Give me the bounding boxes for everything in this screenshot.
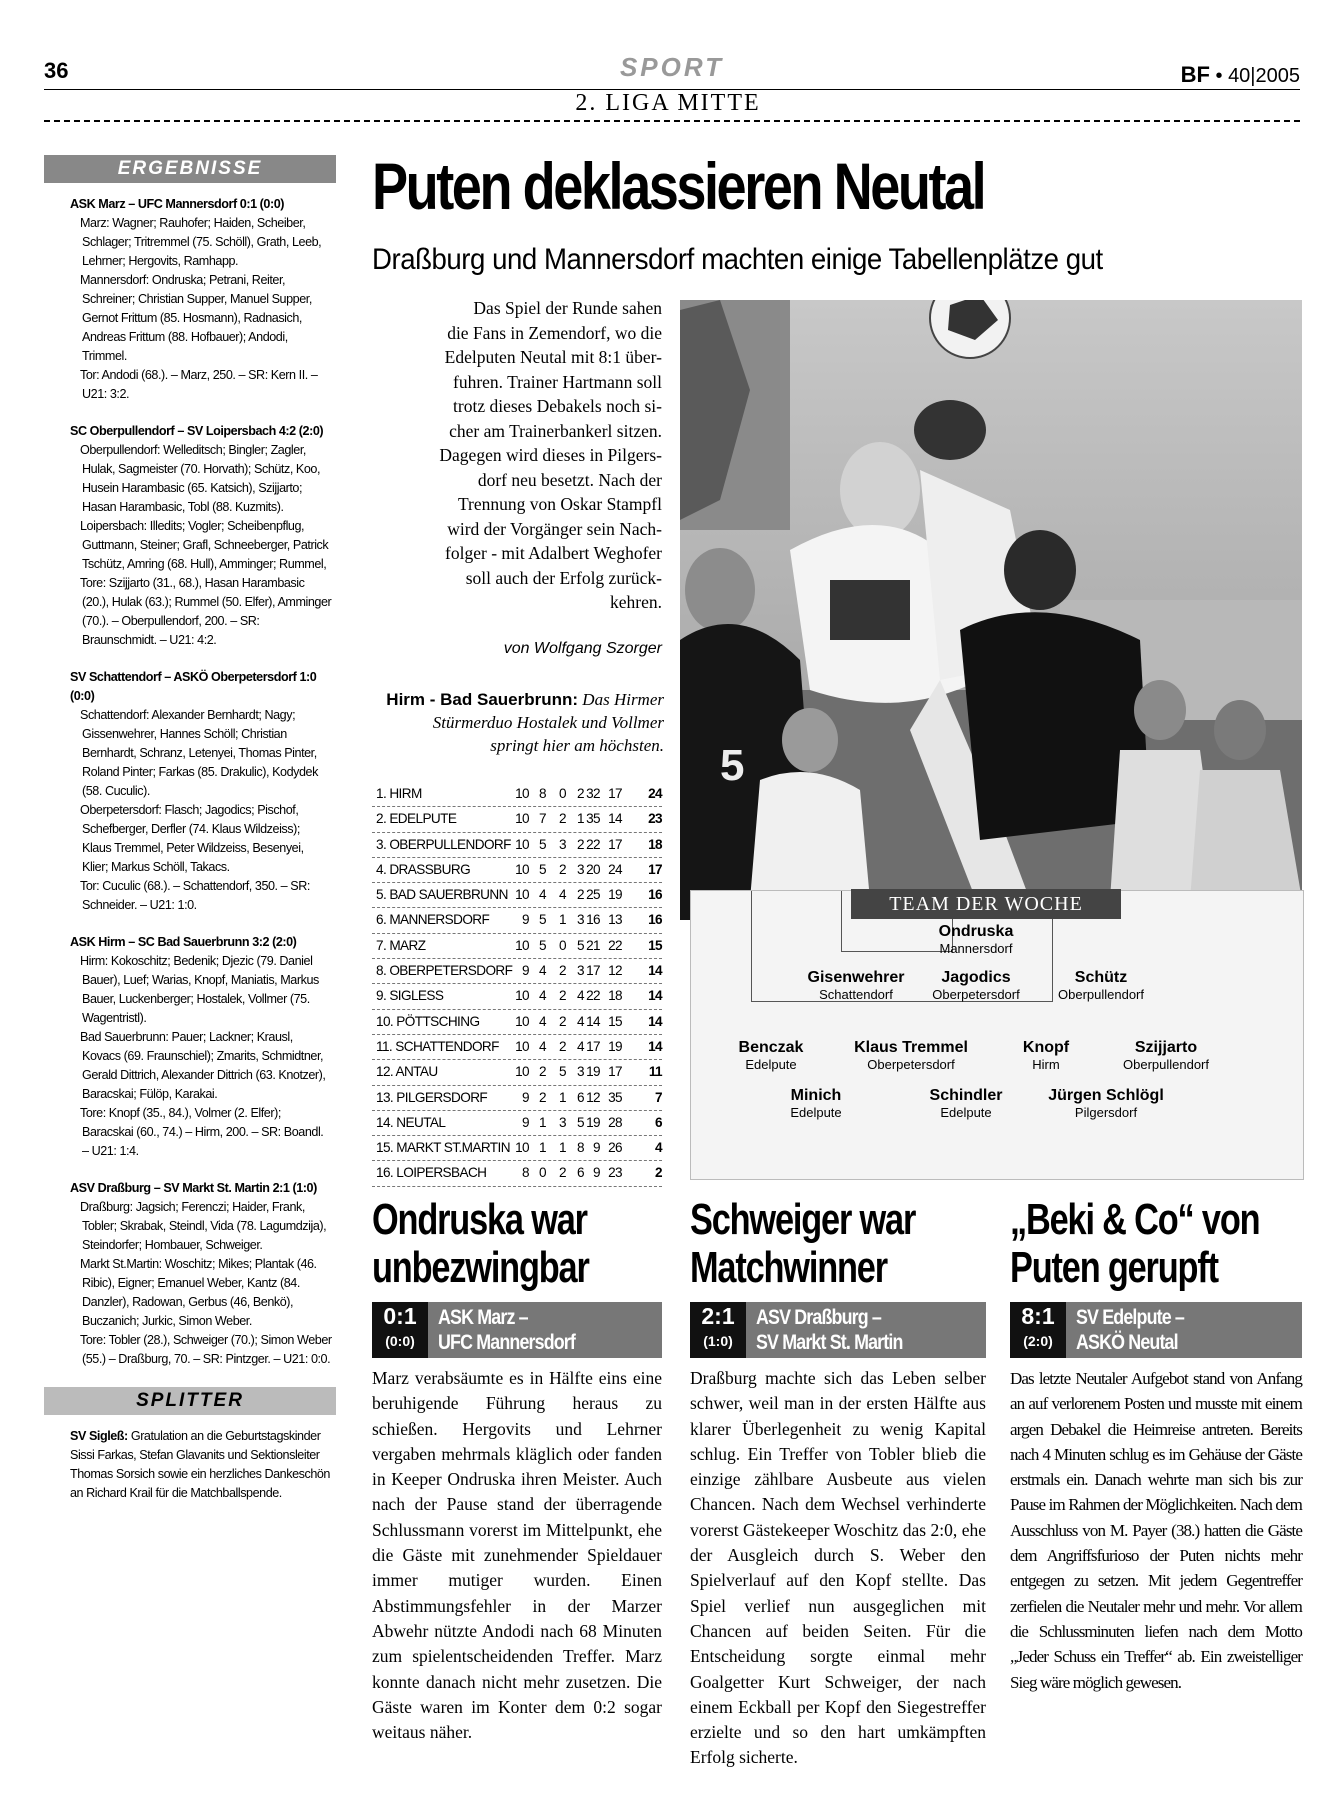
match-teams: SV Edelpute – ASKÖ Neutal: [1076, 1306, 1184, 1354]
stat-points: 23: [648, 811, 662, 827]
stat-d: 2: [559, 988, 566, 1004]
player-name: Klaus Tremmel: [854, 1039, 968, 1056]
intro-line: folger - mit Adalbert Weghofer: [445, 543, 662, 563]
final-score: 8:1: [1021, 1303, 1055, 1329]
stat-points: 14: [648, 988, 662, 1004]
stat-l: 2: [577, 887, 584, 903]
player-club: Mannersdorf: [939, 941, 1013, 956]
stat-points: 14: [648, 963, 662, 979]
team-name: 11. SCHATTENDORF: [376, 1038, 499, 1054]
standings-row: [372, 1086, 662, 1111]
result-line: Schattendorf: Alexander Bernhardt; Nagy; Gissenwehrer, Hannes Schöll; Christian Bernhardt, Schranz, Letenyei, Thomas Pinter, Roland Pinter; Farkas (85. Drakulic), Kodydek (58. Cuculic).: [80, 708, 318, 798]
result-title: SV Schattendorf – ASKÖ Oberpetersdorf 1:0 (0:0): [70, 670, 317, 703]
team-name: 2. EDELPUTE: [376, 811, 457, 827]
stat-w: 5: [539, 861, 546, 877]
stat-l: 3: [577, 963, 584, 979]
stat-l: 3: [577, 861, 584, 877]
standings-row: [372, 833, 662, 858]
dashed-divider: [44, 120, 1300, 122]
stat-ga: 22: [608, 937, 622, 953]
player-club: Oberpetersdorf: [867, 1057, 955, 1072]
intro-line: soll auch der Erfolg zurück-: [465, 567, 662, 588]
team-name: 15. MARKT ST.MARTIN: [376, 1140, 510, 1156]
standings-row: [372, 807, 662, 832]
stat-g: 9: [522, 1089, 529, 1105]
stat-gf: 14: [586, 1013, 600, 1029]
stat-g: 10: [515, 1038, 529, 1054]
stat-points: 7: [655, 1089, 662, 1105]
stat-g: 10: [515, 988, 529, 1004]
match-photo: [680, 300, 1302, 920]
stat-gf: 16: [586, 912, 600, 928]
team-player: [1021, 969, 1181, 1002]
stat-gf: 9: [593, 1140, 600, 1156]
stat-l: 5: [577, 937, 584, 953]
stat-d: 4: [559, 887, 566, 903]
league-title: 2. LIGA MITTE: [575, 90, 761, 116]
result-title: ASK Hirm – SC Bad Sauerbrunn 3:2 (2:0): [70, 935, 297, 949]
issue-number: 40|2005: [1228, 65, 1300, 87]
result-item: [70, 422, 332, 650]
stat-points: 14: [648, 1038, 662, 1054]
team-name: 8. OBERPETERSDORF: [376, 963, 513, 979]
result-line: Hirm: Kokoschitz; Bedenik; Djezic (79. Daniel Bauer), Luef; Warias, Knopf, Maniatis, Markus Bauer, Luckenberger; Hostalek, Vollmer (75. Wagentristl).: [80, 954, 319, 1025]
stat-points: 6: [655, 1114, 662, 1130]
result-line: Tor: Cuculic (68.). – Schattendorf, 350. – SR: Schneider. – U21: 1:0.: [80, 879, 310, 912]
stat-gf: 9: [593, 1165, 600, 1181]
stat-ga: 17: [608, 1064, 622, 1080]
caption-line-3: springt hier am höchsten.: [490, 736, 664, 755]
intro-line: cher am Trainerbankerl sitzen.: [449, 420, 662, 441]
intro-line: Trennung von Oskar Stampfl: [457, 494, 662, 514]
stat-points: 2: [655, 1165, 662, 1181]
standings-row: [372, 1111, 662, 1136]
team-player: [736, 1087, 896, 1120]
standings-row: [372, 934, 662, 959]
team-player: [886, 1087, 1046, 1120]
stat-w: 4: [539, 963, 546, 979]
player-club: Oberpetersdorf: [932, 987, 1020, 1002]
stat-ga: 18: [608, 988, 622, 1004]
player-club: Pilgersdorf: [1074, 1105, 1138, 1120]
team-name: 4. DRASSBURG: [376, 861, 471, 877]
result-line: Mannersdorf: Ondruska; Petrani, Reiter, Schreiner; Christian Supper, Manuel Supper, Gernot Frittum (85. Hosmann), Radnasich, Andreas Frittum (88. Hofbauer); Andodi, Trimmel.: [80, 273, 312, 363]
stat-ga: 19: [608, 887, 622, 903]
team-name: 3. OBERPULLENDORF: [376, 836, 511, 852]
results-heading: ERGEBNISSE: [44, 155, 336, 183]
standings-row: [372, 1035, 662, 1060]
stat-gf: 21: [586, 937, 600, 953]
standings-row: [372, 858, 662, 883]
stat-w: 5: [539, 836, 546, 852]
score-box: [1010, 1302, 1066, 1358]
report-body: Draßburg machte sich das Leben selber schwer, weil man in der ersten Hälfte aus klarer Überlegenheit zu wenig Kapital schlug. Ein Treffer von Tobler blieb die einzige zählbare Ausbeute aus vielen Chancen. Nach dem Wechsel verhinderte vorerst Gästekeeper Woschitz das 2:0, ehe der Ausgleich durch S. Weber den Spielverlauf auf den Kopf stellte. Das Spiel verlief nun ausgeglichen mit Chancen auf beiden Seiten. Für die Entscheidung sorgte einmal mehr Goalgetter Kurt Schweiger, der nach einem Eckball per Kopf den Siegestreffer erzielte und so den hart umkämpften Erfolg sicherte.: [690, 1368, 986, 1768]
match-photo-image: [680, 300, 1302, 920]
stat-g: 10: [515, 811, 529, 827]
intro-line: dorf neu besetzt. Nach der: [477, 469, 662, 490]
stat-l: 2: [577, 836, 584, 852]
result-item: [70, 668, 332, 915]
caption-lead: Hirm - Bad Sauerbrunn:: [386, 690, 579, 709]
score-banner: [372, 1302, 662, 1358]
stat-w: 5: [539, 912, 546, 928]
standings-table: [372, 782, 662, 1187]
player-club: Edelpute: [745, 1057, 797, 1072]
intro-line: Das Spiel der Runde sahen: [473, 298, 662, 318]
report-body: Das letzte Neutaler Aufgebot stand von Anfang an auf verlorenem Posten und musste mit einem argen Debakel die Heimreise antreten. Bereits nach 4 Minuten schlug es im Gehäuse der Gäste erstmals ein. Danach wehrte man sich bis zur Pause im Rahmen der Möglichkeiten. Nach dem Ausschluss von M. Payer (38.) hatten die Gäste dem Angriffsfurioso der Puten nichts mehr entgegen zu setzen. Mit jedem Gegentreffer zerfielen die Neutaler mehr und mehr. Vor allem die Schlussminuten liefen nach dem Motto „Jeder Schuss ein Treffer“ ab. Ein zweistelliger Sieg wäre möglich gewesen.: [1010, 1369, 1302, 1692]
stat-d: 1: [559, 1089, 566, 1105]
result-title: ASV Draßburg – SV Markt St. Martin 2:1 (1:0): [70, 1181, 317, 1195]
player-club: Oberpullendorf: [1123, 1057, 1209, 1072]
player-name: Jürgen Schlögl: [1048, 1087, 1164, 1104]
stat-ga: 12: [608, 963, 622, 979]
standings-row: [372, 1010, 662, 1035]
standings-row: [372, 959, 662, 984]
stat-d: 2: [559, 811, 566, 827]
half-time-score: (1:0): [703, 1333, 733, 1349]
team-player: [896, 923, 1056, 956]
stat-gf: 32: [586, 786, 600, 801]
stat-gf: 20: [586, 861, 600, 877]
stat-l: 4: [577, 988, 584, 1004]
results-list: [44, 195, 336, 1369]
stat-l: 2: [577, 786, 584, 801]
author-byline: von Wolfgang Szorger: [503, 640, 662, 657]
team-name: 1. HIRM: [376, 786, 422, 801]
report-headline: Schweiger war Matchwinner: [690, 1195, 916, 1292]
stat-g: 10: [515, 1140, 529, 1156]
stat-w: 2: [539, 1064, 546, 1080]
result-item: [70, 195, 332, 404]
stat-d: 5: [559, 1064, 566, 1080]
stat-g: 9: [522, 912, 529, 928]
team-name: 16. LOIPERSBACH: [376, 1165, 487, 1181]
stat-g: 10: [515, 887, 529, 903]
stat-w: 0: [539, 1165, 546, 1181]
splitter-text: Gratulation an die Geburtstagskinder Sissi Farkas, Stefan Glavanits und Sektionsleiter Thomas Sorsich sowie ein herzliches Dankeschön an Richard Krail für die Matchballspende.: [70, 1429, 330, 1500]
stat-l: 3: [577, 1064, 584, 1080]
final-score: 0:1: [383, 1303, 417, 1329]
stat-ga: 35: [608, 1089, 622, 1105]
standings-row: [372, 782, 662, 807]
player-club: Schattendorf: [819, 987, 893, 1002]
publication-name: BF: [1180, 62, 1210, 87]
stat-w: 2: [539, 1089, 546, 1105]
stat-gf: 25: [586, 887, 600, 903]
team-name: 12. ANTAU: [376, 1064, 438, 1080]
result-line: Markt St.Martin: Woschitz; Mikes; Plantak (46. Ribic), Eigner; Emanuel Weber, Kantz (84. Danzler), Radowan, Gerbus (46, Benkö), Buczanich; Jurkic, Simon Weber.: [80, 1257, 317, 1328]
stat-w: 1: [539, 1140, 546, 1156]
player-club: Oberpullendorf: [1058, 987, 1144, 1002]
score-banner: [1010, 1302, 1302, 1358]
stat-gf: 19: [586, 1064, 600, 1080]
stat-points: 11: [648, 1064, 662, 1080]
intro-line: Dagegen wird dieses in Pilgers-: [439, 445, 662, 465]
player-name: Jagodics: [941, 969, 1011, 986]
stat-g: 10: [515, 786, 529, 801]
intro-line: trotz dieses Debakels noch si-: [453, 396, 662, 416]
stat-w: 4: [539, 988, 546, 1004]
section-title: SPORT: [619, 52, 725, 82]
team-name: 13. PILGERSDORF: [376, 1089, 488, 1105]
stat-points: 16: [648, 887, 662, 903]
stat-l: 4: [577, 1038, 584, 1054]
stat-g: 10: [515, 861, 529, 877]
result-line: Tore: Knopf (35., 84.), Volmer (2. Elfer); Baracskai (60., 74.) – Hirm, 200. – SR: Boandl. – U21: 1:4.: [80, 1106, 324, 1158]
result-line: Marz: Wagner; Rauhofer; Haiden, Scheiber, Schlager; Tritremmel (75. Schöll), Grath, Leeb, Lehrner; Hergovits, Ramhapp.: [80, 216, 322, 268]
stat-l: 4: [577, 1013, 584, 1029]
result-line: Tore: Tobler (28.), Schweiger (70.); Simon Weber (55.) – Draßburg, 70. – SR: Pintzger. – U21: 0:0.: [80, 1333, 332, 1366]
player-name: Benczak: [738, 1039, 804, 1056]
intro-line: kehren.: [610, 592, 662, 612]
stat-points: 24: [648, 786, 662, 801]
stat-l: 6: [577, 1165, 584, 1181]
intro-line: wird der Vorgänger sein Nach-: [447, 518, 662, 539]
result-title: SC Oberpullendorf – SV Loipersbach 4:2 (2:0): [70, 424, 324, 438]
stat-points: 15: [648, 937, 662, 953]
stat-ga: 23: [608, 1165, 622, 1181]
stat-w: 1: [539, 1114, 546, 1130]
team-name: 7. MARZ: [376, 937, 426, 953]
stat-gf: 35: [586, 811, 600, 827]
stat-l: 8: [577, 1140, 584, 1156]
stat-g: 10: [515, 1013, 529, 1029]
team-name: 14. NEUTAL: [376, 1114, 446, 1130]
splitter-heading: SPLITTER: [44, 1387, 336, 1415]
stat-g: 9: [522, 1114, 529, 1130]
match-teams: ASV Draßburg – SV Markt St. Martin: [756, 1306, 903, 1354]
stat-d: 1: [559, 1140, 566, 1156]
standings-row: [372, 1161, 662, 1186]
standings-row: [372, 1136, 662, 1161]
stat-d: 0: [559, 937, 566, 953]
svg-text:5: 5: [720, 741, 745, 790]
stat-w: 4: [539, 1013, 546, 1029]
stat-w: 4: [539, 1038, 546, 1054]
results-column: [44, 155, 336, 1521]
score-box: [372, 1302, 428, 1358]
team-name: 5. BAD SAUERBRUNN: [376, 887, 508, 903]
stat-w: 4: [539, 887, 546, 903]
page-header: [44, 52, 1300, 88]
stat-g: 10: [515, 1064, 529, 1080]
stat-gf: 19: [586, 1114, 600, 1130]
stat-ga: 19: [608, 1038, 622, 1054]
stat-gf: 22: [586, 988, 600, 1004]
stat-gf: 22: [586, 836, 600, 852]
result-item: [70, 1179, 332, 1369]
result-line: Draßburg: Jagsich; Ferenczi; Haider, Frank, Tobler; Skrabak, Steindl, Vida (78. Lagumdzija), Steindorfer; Hombauer, Schweiger.: [80, 1200, 327, 1252]
stat-w: 5: [539, 937, 546, 953]
half-time-score: (2:0): [1023, 1333, 1053, 1349]
stat-w: 8: [539, 786, 546, 801]
intro-text: [378, 296, 662, 615]
stat-ga: 24: [608, 861, 622, 877]
stat-l: 6: [577, 1089, 584, 1105]
team-of-week-title: TEAM DER WOCHE: [851, 889, 1121, 919]
stat-d: 2: [559, 861, 566, 877]
standings-row: [372, 1060, 662, 1085]
player-name: Ondruska: [938, 923, 1014, 940]
stat-gf: 17: [586, 963, 600, 979]
player-name: Knopf: [1022, 1039, 1070, 1056]
result-title: ASK Marz – UFC Mannersdorf 0:1 (0:0): [70, 197, 285, 211]
stat-g: 9: [522, 963, 529, 979]
stat-ga: 15: [608, 1013, 622, 1029]
stat-g: 8: [522, 1165, 529, 1181]
report-headline: Ondruska war unbezwingbar: [372, 1195, 589, 1292]
stat-l: 5: [577, 1114, 584, 1130]
stat-d: 3: [559, 1114, 566, 1130]
team-name: 9. SIGLESS: [376, 988, 444, 1004]
stat-gf: 17: [586, 1038, 600, 1054]
player-name: Schütz: [1074, 969, 1128, 986]
main-headline: Puten deklassieren Neutal: [372, 149, 985, 223]
stat-points: 17: [648, 861, 662, 877]
player-name: Minich: [790, 1087, 842, 1104]
caption-line-1: Das Hirmer: [582, 690, 664, 709]
team-name: 6. MANNERSDORF: [376, 912, 490, 928]
main-subheadline: Draßburg und Mannersdorf machten einige Tabellenplätze gut: [372, 243, 1103, 276]
standings-row: [372, 984, 662, 1009]
stat-g: 10: [515, 836, 529, 852]
half-time-score: (0:0): [385, 1333, 415, 1349]
result-item: [70, 933, 332, 1161]
stat-d: 2: [559, 1038, 566, 1054]
result-line: Loipersbach: Illedits; Vogler; Scheibenpflug, Guttmann, Steiner; Grafl, Schneeberger, Patrick Tschütz, Amring (68. Hull), Amminger; Rummel,: [80, 519, 329, 571]
team-player: [1026, 1087, 1186, 1120]
photo-caption: [372, 688, 664, 757]
result-line: Oberpetersdorf: Flasch; Jagodics; Pischof, Schefberger, Derfler (74. Klaus Wildzeiss); Klaus Tremmel, Peter Wildzeiss, Besenyei, Klier; Markus Schöll, Takacs.: [80, 803, 304, 874]
stat-d: 2: [559, 1165, 566, 1181]
stat-gf: 12: [586, 1089, 600, 1105]
intro-line: Edelputen Neutal mit 8:1 über-: [444, 347, 662, 367]
stat-d: 1: [559, 912, 566, 928]
report-body: Marz verabsäumte es in Hälfte eins eine beruhigende Führung heraus zu schießen. Hergovits und Lehrner vergaben mehrmals kläglich oder fanden in Keeper Ondruska ihren Meister. Auch nach der Pause stand der überragende Schlussmann vorerst im Mittelpunkt, ehe die Gäste mit zunehmender Spieldauer immer mutiger wurden. Einen Abstimmungsfehler in der Marzer Abwehr nützte Andodi nach 68 Minuten zum spielentscheidenden Treffer. Marz konnte danach nicht mehr zusetzen. Die Gäste waren im Konter dem 0:2 sogar weitaus näher.: [372, 1368, 662, 1743]
splitter-lead: SV Sigleß:: [70, 1429, 128, 1443]
player-club: Hirm: [1032, 1057, 1060, 1072]
player-name: Gisenwehrer: [807, 969, 905, 986]
stat-ga: 13: [608, 912, 622, 928]
team-name: 10. PÖTTSCHING: [376, 1013, 480, 1029]
stat-l: 1: [577, 811, 584, 827]
stat-l: 3: [577, 912, 584, 928]
splitter-item: [70, 1427, 332, 1503]
report-headline: „Beki & Co“ von Puten gerupft: [1010, 1195, 1260, 1292]
match-teams: ASK Marz – UFC Mannersdorf: [438, 1306, 576, 1354]
intro-line: die Fans in Zemendorf, wo die: [447, 322, 662, 343]
stat-ga: 17: [608, 836, 622, 852]
player-club: Edelpute: [940, 1105, 992, 1120]
stat-d: 0: [559, 786, 566, 801]
player-club: Edelpute: [790, 1105, 842, 1120]
result-line: Bad Sauerbrunn: Pauer; Lackner; Krausl, Kovacs (69. Fraunschiel); Zmarits, Schmidtner, Gerald Dittrich, Alexander Dittrich (63. Knotzer), Baracskai; Fülöp, Karakai.: [80, 1030, 326, 1101]
stat-ga: 14: [608, 811, 622, 827]
standings-row: [372, 883, 662, 908]
player-name: Szijjarto: [1134, 1039, 1198, 1056]
stat-ga: 28: [608, 1114, 622, 1130]
stat-d: 2: [559, 1013, 566, 1029]
stat-w: 7: [539, 811, 546, 827]
stat-ga: 26: [608, 1140, 622, 1156]
final-score: 2:1: [701, 1303, 735, 1329]
result-line: Oberpullendorf: Welleditsch; Bingler; Zagler, Hulak, Sagmeister (70. Horvath); Schütz, Koo, Husein Harambasic (65. Katsich), Szijjarto; Hasan Harambasic, Tobl (88. Kuzmits).: [80, 443, 321, 514]
stat-d: 3: [559, 836, 566, 852]
stat-points: 16: [648, 912, 662, 928]
stat-d: 2: [559, 963, 566, 979]
stat-ga: 17: [608, 786, 622, 801]
stat-points: 4: [655, 1140, 662, 1156]
player-name: Schindler: [929, 1087, 1003, 1104]
team-of-the-week: [690, 890, 1304, 1180]
team-player: [691, 1039, 851, 1072]
standings-row: [372, 908, 662, 933]
stat-points: 18: [648, 836, 662, 852]
result-line: Tor: Andodi (68.). – Marz, 250. – SR: Kern II. – U21: 3:2.: [80, 368, 318, 401]
intro-line: fuhren. Trainer Hartmann soll: [453, 371, 662, 392]
score-box: [690, 1302, 746, 1358]
team-player: [1086, 1039, 1246, 1072]
result-line: Tore: Szijjarto (31., 68.), Hasan Harambasic (20.), Hulak (63.); Rummel (50. Elfer), Amminger (70.). – Oberpullendorf, 200. – SR: Braunschmidt. – U21: 4:2.: [80, 576, 332, 647]
score-banner: [690, 1302, 986, 1358]
caption-line-2: Stürmerduo Hostalek und Vollmer: [432, 713, 664, 732]
page-number: 36: [44, 58, 69, 83]
stat-points: 14: [648, 1013, 662, 1029]
issue-label: BF • 40|2005: [1180, 62, 1300, 87]
stat-g: 10: [515, 937, 529, 953]
